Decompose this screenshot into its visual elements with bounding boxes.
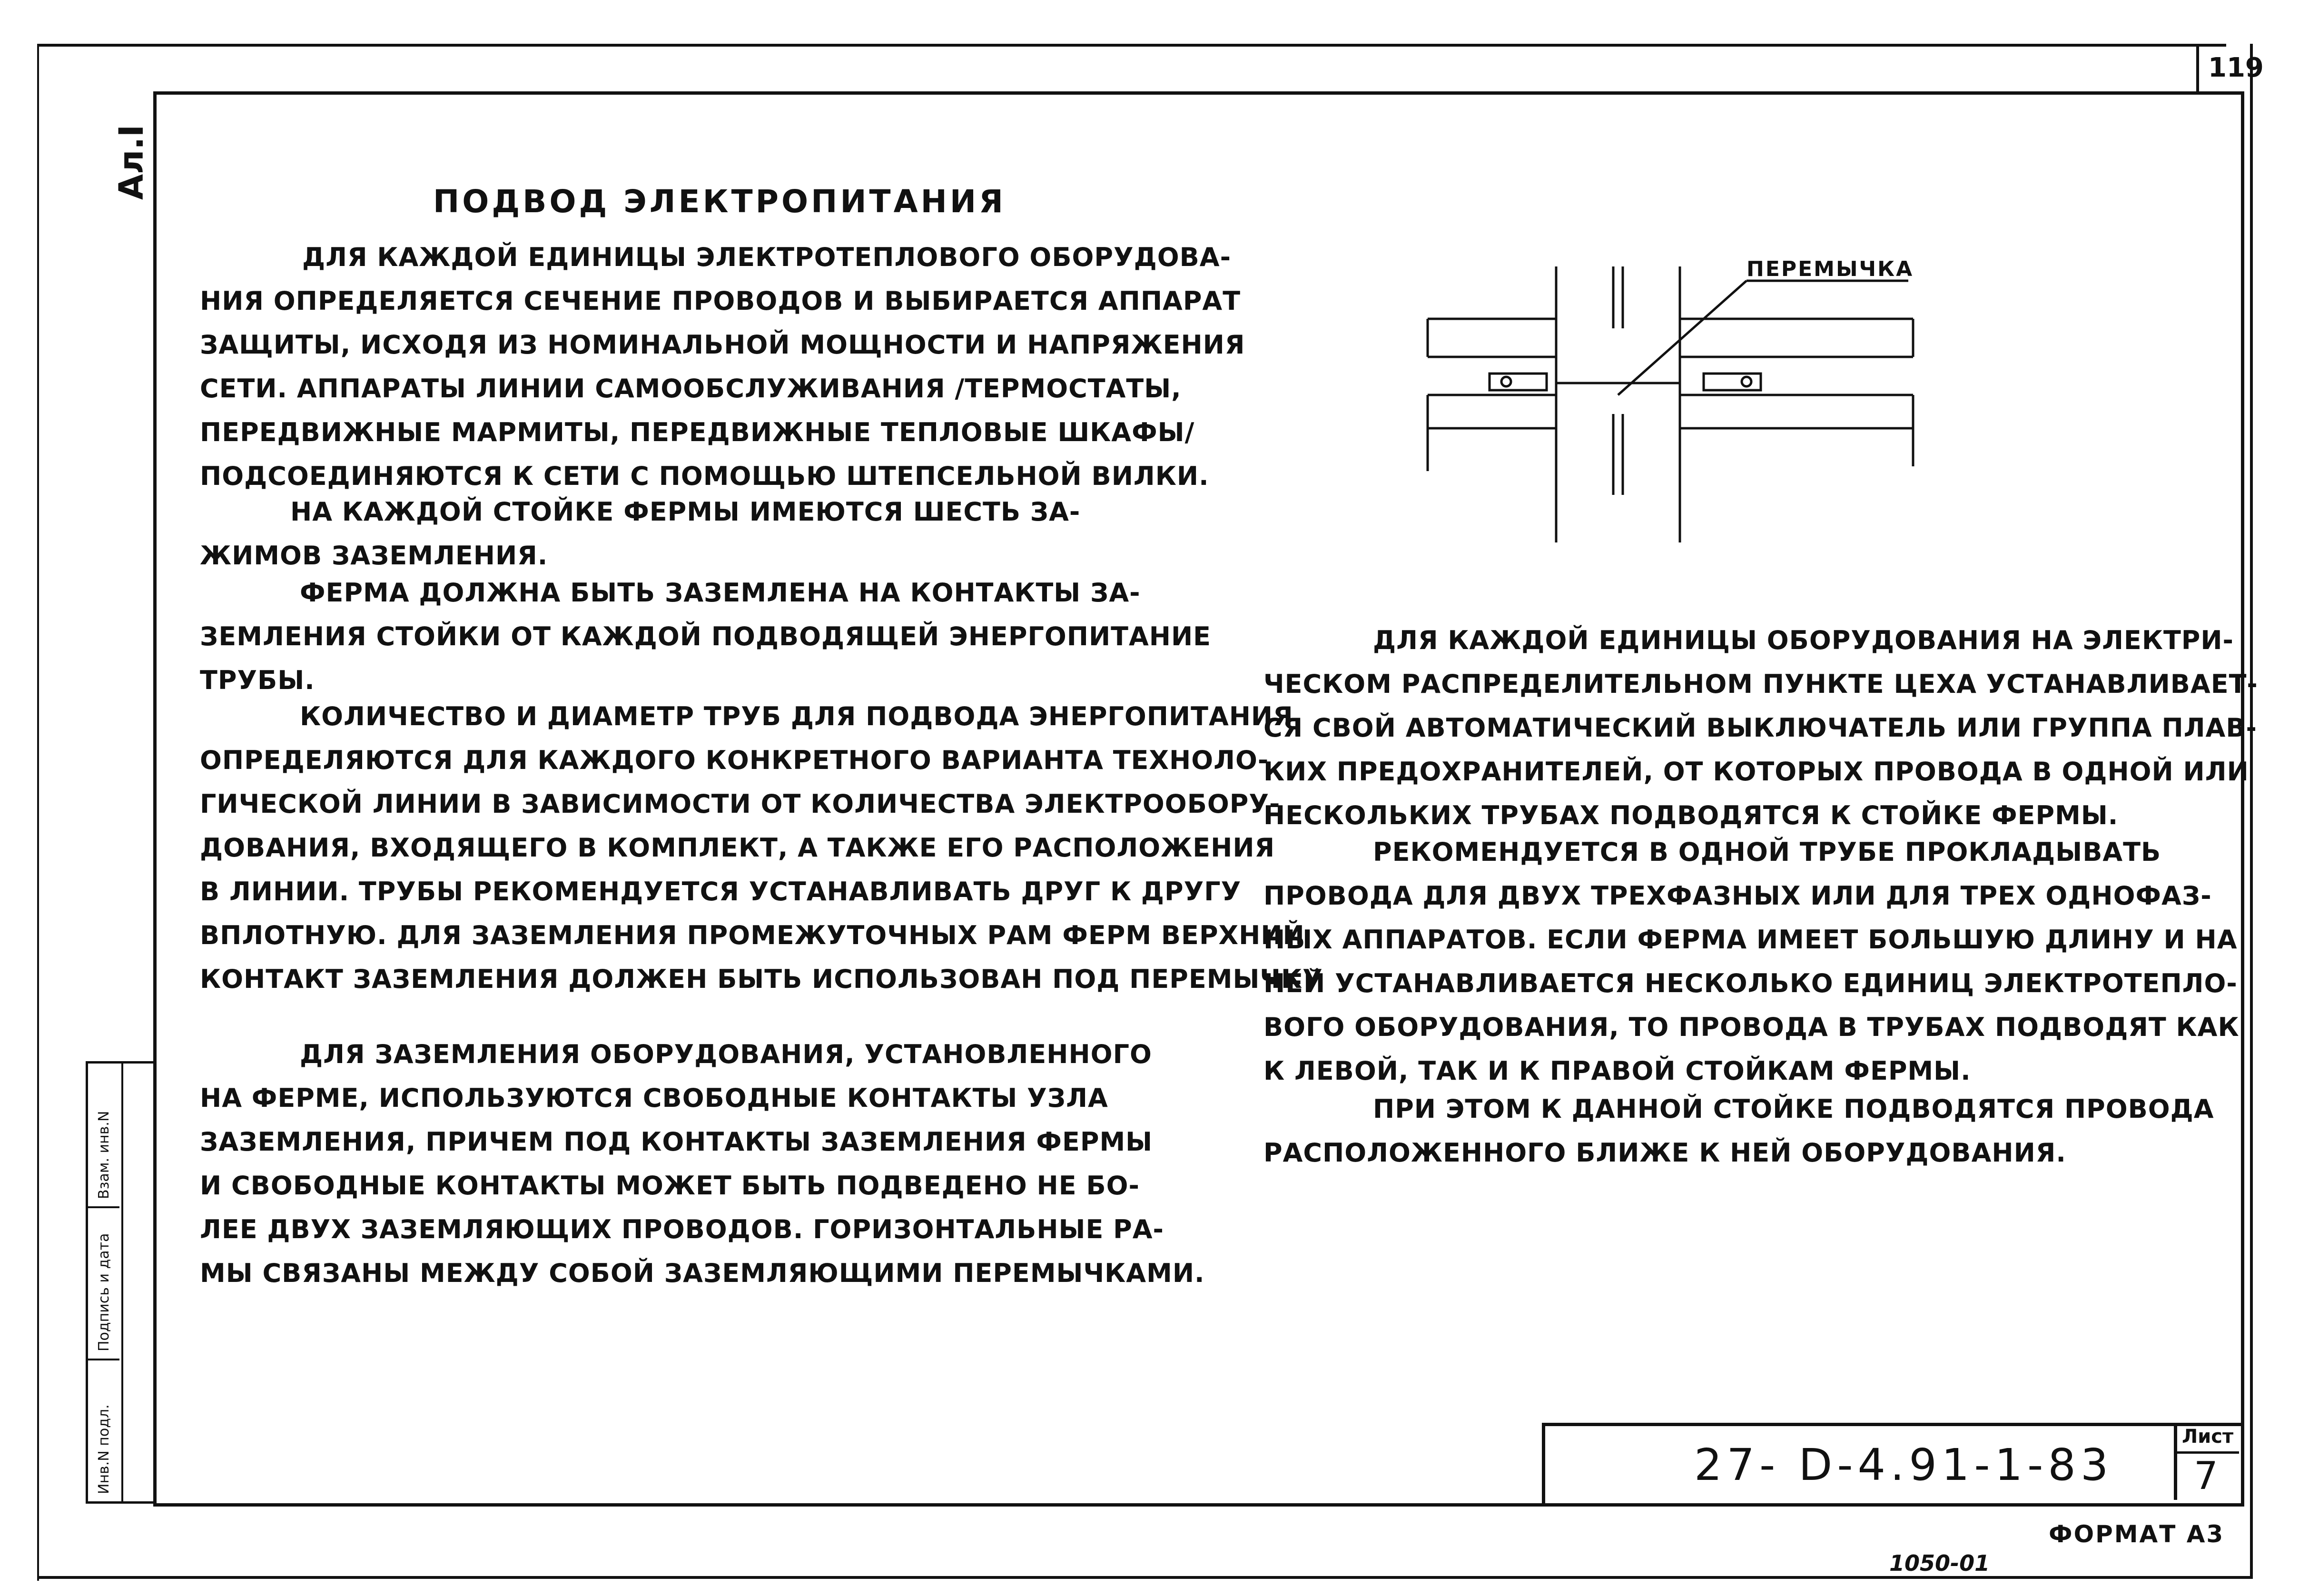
sheet-value: 7	[2194, 1454, 2218, 1498]
text-line: ЗАЗЕМЛЕНИЯ, ПРИЧЕМ ПОД КОНТАКТЫ ЗАЗЕМЛЕНИЯ ФЕРМЫ	[200, 1127, 1153, 1157]
stamp-label-replace-inv-no: Взам. инв.N	[96, 1111, 112, 1199]
right-paragraph-2	[1263, 830, 2240, 1093]
stamp-label-signature-date: Подпись и дата	[96, 1233, 112, 1351]
text-line: ДЛЯ ЗАЗЕМЛЕНИЯ ОБОРУДОВАНИЯ, УСТАНОВЛЕННОГО	[300, 1039, 1152, 1069]
text-line: И СВОБОДНЫЕ КОНТАКТЫ МОЖЕТ БЫТЬ ПОДВЕДЕНО НЕ БО-	[200, 1171, 1140, 1201]
terminal-screw	[1742, 377, 1751, 386]
text-line: ПЕРЕДВИЖНЫЕ МАРМИТЫ, ПЕРЕДВИЖНЫЕ ТЕПЛОВЫЕ ШКАФЫ/	[200, 417, 1195, 447]
frame-joint-diagram	[1418, 257, 1923, 552]
text-line: ВПЛОТНУЮ. ДЛЯ ЗАЗЕМЛЕНИЯ ПРОМЕЖУТОЧНЫХ РАМ ФЕРМ ВЕРХНИЙ	[200, 920, 1305, 950]
stamp-strip	[86, 1061, 156, 1504]
ground-terminal-left	[1490, 374, 1547, 390]
text-line: ПРИ ЭТОМ К ДАННОЙ СТОЙКЕ ПОДВОДЯТСЯ ПРОВОДА	[1373, 1094, 2214, 1124]
text-line: КОЛИЧЕСТВО И ДИАМЕТР ТРУБ ДЛЯ ПОДВОДА ЭНЕРГОПИТАНИЯ	[300, 701, 1293, 731]
document-code: 27- D-4.91-1-83	[1694, 1439, 2113, 1490]
text-line: РЕКОМЕНДУЕТСЯ В ОДНОЙ ТРУБЕ ПРОКЛАДЫВАТЬ	[1373, 837, 2161, 867]
text-line: ДОВАНИЯ, ВХОДЯЩЕГО В КОМПЛЕКТ, А ТАКЖЕ ЕГО РАСПОЛОЖЕНИЯ	[200, 833, 1275, 863]
terminal-screw	[1501, 377, 1511, 386]
text-line: ПОДСОЕДИНЯЮТСЯ К СЕТИ С ПОМОЩЬЮ ШТЕПСЕЛЬНОЙ ВИЛКИ.	[200, 461, 1209, 491]
text-line: РАСПОЛОЖЕННОГО БЛИЖЕ К НЕЙ ОБОРУДОВАНИЯ.	[1263, 1138, 2066, 1168]
album-mark: Ал.I	[112, 124, 151, 200]
left-paragraph-5	[200, 1033, 1205, 1295]
text-line: НЫХ АППАРАТОВ. ЕСЛИ ФЕРМА ИМЕЕТ БОЛЬШУЮ ДЛИНУ И НА	[1263, 925, 2238, 955]
text-line: ЛЕЕ ДВУХ ЗАЗЕМЛЯЮЩИХ ПРОВОДОВ. ГОРИЗОНТАЛЬНЫЕ РА-	[200, 1214, 1164, 1244]
right-paragraph-1	[1263, 619, 2258, 837]
archive-number: 1050-01	[1889, 1550, 1990, 1576]
text-line: СЕТИ. АППАРАТЫ ЛИНИИ САМООБСЛУЖИВАНИЯ /ТЕРМОСТАТЫ,	[200, 374, 1182, 404]
text-line: ЧЕСКОМ РАСПРЕДЕЛИТЕЛЬНОМ ПУНКТЕ ЦЕХА УСТАНАВЛИВАЕТ-	[1263, 669, 2258, 699]
archive-underline	[1837, 1576, 1994, 1578]
text-line: ЖИМОВ ЗАЗЕМЛЕНИЯ.	[200, 541, 548, 571]
text-line: К ЛЕВОЙ, ТАК И К ПРАВОЙ СТОЙКАМ ФЕРМЫ.	[1263, 1056, 1971, 1086]
sheet-number: 119	[2208, 52, 2264, 83]
sheet-label: Лист	[2182, 1426, 2234, 1448]
right-paragraph-3	[1263, 1087, 2214, 1175]
callout-leader	[1618, 281, 1746, 395]
text-line: НА ФЕРМЕ, ИСПОЛЬЗУЮТСЯ СВОБОДНЫЕ КОНТАКТЫ УЗЛА	[200, 1083, 1108, 1113]
callout-label: ПЕРЕМЫЧКА	[1746, 257, 1914, 281]
left-paragraph-2	[200, 490, 1080, 578]
stamp-label-inv-no: Инв.N подл.	[96, 1404, 112, 1494]
text-line: КИХ ПРЕДОХРАНИТЕЛЕЙ, ОТ КОТОРЫХ ПРОВОДА В ОДНОЙ ИЛИ	[1263, 757, 2249, 787]
text-line: ОПРЕДЕЛЯЮТСЯ ДЛЯ КАЖДОГО КОНКРЕТНОГО ВАРИАНТА ТЕХНОЛО-	[200, 745, 1269, 775]
text-line: НЕСКОЛЬКИХ ТРУБАХ ПОДВОДЯТСЯ К СТОЙКЕ ФЕРМЫ.	[1263, 800, 2119, 830]
text-line: В ЛИНИИ. ТРУБЫ РЕКОМЕНДУЕТСЯ УСТАНАВЛИВАТЬ ДРУГ К ДРУГУ	[200, 877, 1242, 906]
text-line: МЫ СВЯЗАНЫ МЕЖДУ СОБОЙ ЗАЗЕМЛЯЮЩИМИ ПЕРЕМЫЧКАМИ.	[200, 1258, 1205, 1288]
text-line: ПРОВОДА ДЛЯ ДВУХ ТРЕХФАЗНЫХ ИЛИ ДЛЯ ТРЕХ ОДНОФАЗ-	[1263, 881, 2212, 911]
text-line: НА КАЖДОЙ СТОЙКЕ ФЕРМЫ ИМЕЮТСЯ ШЕСТЬ ЗА-	[290, 497, 1081, 527]
text-line: НЕЙ УСТАНАВЛИВАЕТСЯ НЕСКОЛЬКО ЕДИНИЦ ЭЛЕКТРОТЕПЛО-	[1263, 968, 2238, 998]
text-line: ТРУБЫ.	[200, 665, 315, 695]
text-line: ФЕРМА ДОЛЖНА БЫТЬ ЗАЗЕМЛЕНА НА КОНТАКТЫ ЗА-	[300, 578, 1141, 608]
text-line: НИЯ ОПРЕДЕЛЯЕТСЯ СЕЧЕНИЕ ПРОВОДОВ И ВЫБИРАЕТСЯ АППАРАТ	[200, 286, 1241, 316]
left-paragraph-1	[200, 236, 1245, 498]
format-label: ФОРМАТ А3	[2049, 1520, 2225, 1548]
text-line: ДЛЯ КАЖДОЙ ЕДИНИЦЫ ЭЛЕКТРОТЕПЛОВОГО ОБОРУДОВА-	[302, 242, 1231, 272]
left-paragraph-4	[200, 695, 1323, 1001]
text-line: СЯ СВОЙ АВТОМАТИЧЕСКИЙ ВЫКЛЮЧАТЕЛЬ ИЛИ ГРУППА ПЛАВ-	[1263, 713, 2257, 743]
text-line: ДЛЯ КАЖДОЙ ЕДИНИЦЫ ОБОРУДОВАНИЯ НА ЭЛЕКТРИ-	[1373, 625, 2234, 655]
text-line: ЗЕМЛЕНИЯ СТОЙКИ ОТ КАЖДОЙ ПОДВОДЯЩЕЙ ЭНЕРГОПИТАНИЕ	[200, 621, 1212, 651]
left-paragraph-3	[200, 571, 1211, 702]
text-line: КОНТАКТ ЗАЗЕМЛЕНИЯ ДОЛЖЕН БЫТЬ ИСПОЛЬЗОВАН ПОД ПЕРЕМЫЧКУ	[200, 964, 1323, 994]
section-heading: ПОДВОД ЭЛЕКТРОПИТАНИЯ	[433, 183, 1006, 220]
text-line: ЗАЩИТЫ, ИСХОДЯ ИЗ НОМИНАЛЬНОЙ МОЩНОСТИ И НАПРЯЖЕНИЯ	[200, 330, 1245, 360]
text-line: ВОГО ОБОРУДОВАНИЯ, ТО ПРОВОДА В ТРУБАХ ПОДВОДЯТ КАК	[1263, 1012, 2240, 1042]
text-line: ГИЧЕСКОЙ ЛИНИИ В ЗАВИСИМОСТИ ОТ КОЛИЧЕСТВА ЭЛЕКТРООБОРУ-	[200, 789, 1281, 819]
